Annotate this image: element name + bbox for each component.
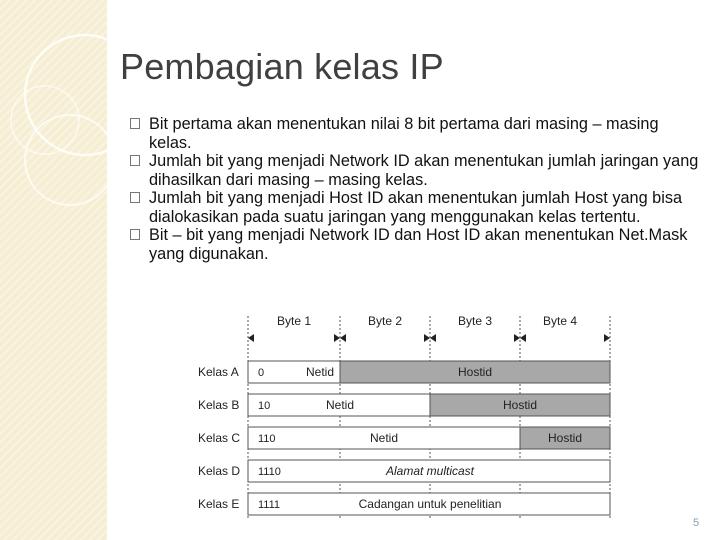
class-prefix: 1111 [258, 499, 281, 511]
hostid-label: Hostid [502, 398, 538, 412]
decorative-circles [0, 0, 107, 540]
arrow-right-icon [604, 334, 610, 342]
byte-label: Byte 2 [367, 314, 403, 328]
arrow-right-icon [334, 334, 340, 342]
netid-label: Netid [325, 398, 355, 412]
byte-label: Byte 3 [457, 314, 493, 328]
bullet-box-icon [130, 192, 140, 203]
class-label: Kelas D [198, 464, 241, 478]
byte-label: Byte 1 [276, 314, 312, 328]
class-label: Kelas B [198, 398, 240, 412]
class-prefix: 110 [258, 433, 276, 445]
arrow-left-icon [248, 334, 254, 342]
byte-arrows [248, 334, 610, 342]
byte-boundary-lines [248, 316, 610, 518]
arrow-left-icon [340, 334, 346, 342]
arrow-right-icon [424, 334, 430, 342]
span-label: Alamat multicast [385, 464, 475, 478]
page-title: Pembagian kelas IP [120, 46, 444, 87]
bullet-text: Jumlah bit yang menjadi Network ID akan menentukan jumlah jaringan yang dihasilkan dari masing – masing kelas. [149, 152, 699, 189]
ip-class-diagram [190, 308, 620, 518]
decorative-side-strip [0, 0, 107, 540]
bullet-text: Bit pertama akan menentukan nilai 8 bit pertama dari masing – masing kelas. [149, 115, 659, 152]
class-label: Kelas A [198, 365, 239, 379]
class-prefix: 10 [258, 400, 271, 412]
bullet-box-icon [130, 118, 140, 129]
arrow-left-icon [430, 334, 436, 342]
class-label: Kelas E [198, 497, 240, 511]
bullet-box-icon [130, 155, 140, 166]
bullet-item [130, 189, 700, 226]
hostid-label: Hostid [547, 431, 583, 445]
bullet-item [130, 226, 700, 263]
bullet-list [130, 115, 700, 263]
byte-label: Byte 4 [542, 314, 578, 328]
slide-number: 5 [693, 517, 700, 529]
arrow-right-icon [514, 334, 520, 342]
hostid-label: Hostid [457, 365, 493, 379]
netid-label: Netid [305, 365, 335, 379]
bullet-text: Jumlah bit yang menjadi Host ID akan menentukan jumlah Host yang bisa dialokasikan pada suatu jaringan yang menggunakan kelas tertentu. [149, 189, 683, 226]
arrow-left-icon [520, 334, 526, 342]
bullet-box-icon [130, 229, 140, 240]
netid-label: Netid [369, 431, 399, 445]
class-label: Kelas C [198, 431, 241, 445]
bullet-item [130, 115, 700, 152]
bullet-text: Bit – bit yang menjadi Network ID dan Host ID akan menentukan Net.Mask yang digunakan. [149, 226, 688, 263]
class-prefix: 0 [258, 367, 265, 379]
span-label: Cadangan untuk penelitian [358, 497, 502, 511]
bullet-item [130, 152, 700, 189]
class-prefix: 1110 [258, 466, 281, 478]
